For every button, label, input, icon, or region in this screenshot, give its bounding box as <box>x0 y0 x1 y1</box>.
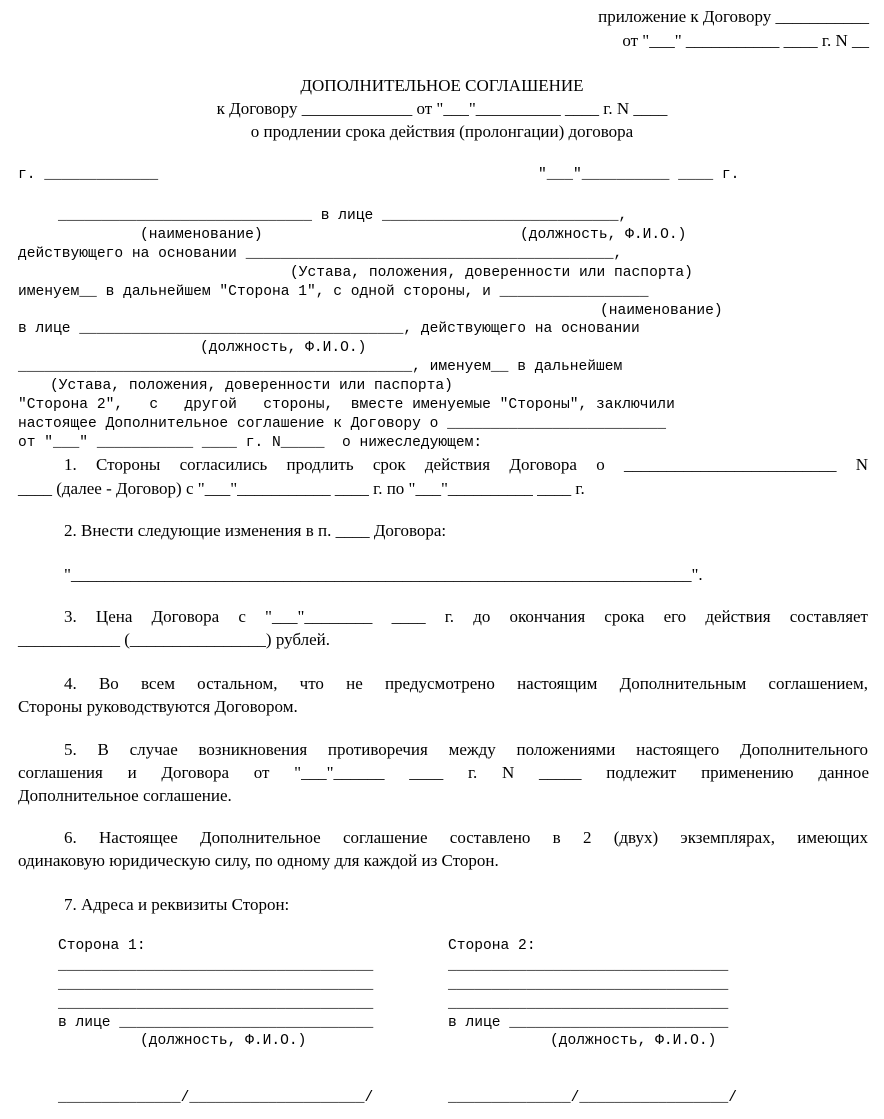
side1-line: ____________________________________ <box>58 977 374 993</box>
contract-reference: к Договору _____________ от "___"__________ ____ г. N ____ <box>216 99 668 118</box>
party1-basis-hint: (Устава, положения, доверенности или паспорта) <box>290 265 693 281</box>
annex-date-line: от "___" ___________ ____ г. N __ <box>622 31 869 50</box>
side2-representative-hint: (должность, Ф.И.О.) <box>550 1033 717 1049</box>
party1-position-hint: (должность, Ф.И.О.) <box>520 227 687 243</box>
date-field: "___"__________ ____ г. <box>538 167 740 183</box>
clause-3-line-2: ____________ (________________) рублей. <box>18 630 330 649</box>
clause-6-line-2: одинаковую юридическую силу, по одному для каждой из Сторон. <box>18 851 499 870</box>
side1-signature: ______________/____________________/ <box>58 1090 374 1106</box>
clause-4-line-2: Стороны руководствуются Договором. <box>18 697 298 716</box>
party1-basis-line: действующего на основании __________________________________________, <box>18 246 623 262</box>
party2-named-line: "Сторона 2", с другой стороны, вместе именуемые "Стороны", заключили <box>18 397 675 413</box>
side2-line: ________________________________ <box>448 958 729 974</box>
city-field: г. _____________ <box>18 167 159 183</box>
party1-named-line: именуем__ в дальнейшем "Сторона 1", с одной стороны, и _________________ <box>18 284 649 300</box>
side1-label: Сторона 1: <box>58 938 146 954</box>
party2-rep-hint: (должность, Ф.И.О.) <box>200 340 367 356</box>
party1-line: _____________________________ в лице ___________________________, <box>58 208 628 224</box>
clause-3-line-1: 3. Цена Договора с "___"________ ____ г. до окончания срока его действия составляет <box>64 607 868 626</box>
agreement-date-line: от "___" ___________ ____ г. N_____ о нижеследующем: <box>18 435 483 451</box>
party2-name-hint: (наименование) <box>600 303 723 319</box>
side2-signature: ______________/_________________/ <box>448 1090 738 1106</box>
side2-representative: в лице _________________________ <box>448 1015 729 1031</box>
clause-7: 7. Адреса и реквизиты Сторон: <box>64 895 290 914</box>
side2-label: Сторона 2: <box>448 938 536 954</box>
clause-1-line-1: 1. Стороны согласились продлить срок действия Договора о _________________________ N <box>64 455 868 474</box>
side1-representative: в лице _____________________________ <box>58 1015 374 1031</box>
party2-basis-line: _____________________________________________, именуем__ в дальнейшем <box>18 359 623 375</box>
document-title: ДОПОЛНИТЕЛЬНОЕ СОГЛАШЕНИЕ <box>300 76 584 95</box>
side1-line: ____________________________________ <box>58 958 374 974</box>
agreement-subject: о продлении срока действия (пролонгации) договора <box>250 122 634 141</box>
agreement-concluded-line: настоящее Дополнительное соглашение к Договору о _________________________ <box>18 416 667 432</box>
party2-basis-hint: (Устава, положения, доверенности или паспорта) <box>50 378 453 394</box>
clause-2: 2. Внести следующие изменения в п. ____ Договора: <box>64 521 447 540</box>
side1-line: ____________________________________ <box>58 996 374 1012</box>
party1-name-hint: (наименование) <box>140 227 263 243</box>
side2-line: ________________________________ <box>448 977 729 993</box>
clause-2-text: "_________________________________________________________________________". <box>64 565 703 584</box>
clause-1-line-2: ____ (далее - Договор) с "___"___________ ____ г. по "___"__________ ____ г. <box>18 479 585 498</box>
clause-6-line-1: 6. Настоящее Дополнительное соглашение составлено в 2 (двух) экземплярах, имеющих <box>64 828 868 847</box>
side2-line: ________________________________ <box>448 996 729 1012</box>
party2-rep-line: в лице _____________________________________, действующего на основании <box>18 321 640 337</box>
clause-5-line-3: Дополнительное соглашение. <box>18 786 232 805</box>
clause-4-line-1: 4. Во всем остальном, что не предусмотрено настоящим Дополнительным соглашением, <box>64 674 868 693</box>
annex-line: приложение к Договору ___________ <box>598 7 869 26</box>
side1-representative-hint: (должность, Ф.И.О.) <box>140 1033 307 1049</box>
clause-5-line-2: соглашения и Договора от "___"______ ____ г. N _____ подлежит применению данное <box>18 763 869 782</box>
clause-5-line-1: 5. В случае возникновения противоречия между положениями настоящего Дополнительного <box>64 740 868 759</box>
